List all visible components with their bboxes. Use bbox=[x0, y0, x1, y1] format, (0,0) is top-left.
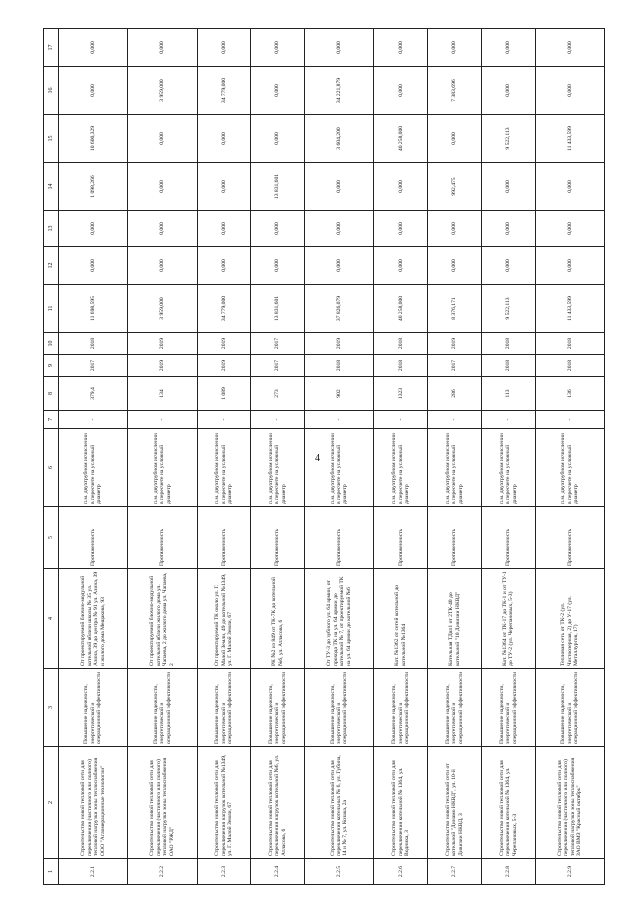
col-header: 13 bbox=[44, 211, 59, 247]
table-cell-col-11: 34 779,000 bbox=[197, 285, 251, 333]
table-cell-col-14: 0,000 bbox=[535, 163, 604, 211]
col-header: 11 bbox=[44, 285, 59, 333]
table-cell-col-3: Повышение надежности, энергетической и операционной эффективности bbox=[305, 669, 374, 747]
table-cell-col-7: - bbox=[305, 411, 374, 429]
col-header: 1 bbox=[44, 859, 59, 885]
investment-table bbox=[43, 28, 605, 885]
table-cell-col-13: 0,000 bbox=[59, 211, 128, 247]
table-cell-col-15: 0,000 bbox=[428, 115, 482, 163]
table-cell-col-10: 2019 bbox=[128, 333, 197, 355]
table-row bbox=[374, 29, 428, 885]
table-cell-col-3: Повышение надежности, энергетической и операционной эффективности bbox=[535, 669, 604, 747]
table-cell-col-14: 992,475 bbox=[428, 163, 482, 211]
table-cell-col-9: 2018 bbox=[374, 355, 428, 377]
table-cell-col-3: Повышение надежности, энергетической и операционной эффективности bbox=[251, 669, 305, 747]
table-cell-col-14: 13 831,601 bbox=[251, 163, 305, 211]
table-cell-col-2: Строительство новой тепловой сети от котельной "Динамо НКВД", ул. 10-й Дивизии НКВД, 3 bbox=[428, 747, 482, 859]
col-header: 14 bbox=[44, 163, 59, 211]
table-cell-col-5: Протяженность bbox=[428, 507, 482, 569]
table-cell-col-15: 0,000 bbox=[128, 115, 197, 163]
table-cell-col-16: 7 383,696 bbox=[428, 67, 482, 115]
table-cell-col-12: 0,000 bbox=[535, 247, 604, 285]
table-cell-col-1: 2.2.3 bbox=[197, 859, 251, 885]
table-cell-col-12: 0,000 bbox=[481, 247, 535, 285]
col-header: 7 bbox=[44, 411, 59, 429]
table-cell-col-10: 2019 bbox=[197, 333, 251, 355]
table-cell-col-7: - bbox=[481, 411, 535, 429]
table-cell-col-15: 0,000 bbox=[251, 115, 305, 163]
table-cell-col-4: Кот. №1364 от ТК-17 до ТК-1 и от ТУ-1 до ТУ-2 (ул. Черепановых, 5-3) bbox=[481, 569, 535, 669]
table-cell-col-15: 11 433,599 bbox=[535, 115, 604, 163]
col-header: 6 bbox=[44, 429, 59, 507]
table-cell-col-3: Повышение надежности, энергетической и операционной эффективности bbox=[428, 669, 482, 747]
table-cell-col-8: 136 bbox=[535, 377, 604, 411]
table-cell-col-16: 0,000 bbox=[59, 67, 128, 115]
table-cell-col-6: п.м. двухтрубном исчислении в пересчете на условный диаметр bbox=[305, 429, 374, 507]
table-cell-col-12: 0,000 bbox=[197, 247, 251, 285]
table-cell-col-13: 0,000 bbox=[428, 211, 482, 247]
table-cell-col-13: 0,000 bbox=[197, 211, 251, 247]
table-cell-col-17: 0,000 bbox=[251, 29, 305, 67]
table-cell-col-4: Кот. №1362 от сетей котельной до котельной №1364 bbox=[374, 569, 428, 669]
table-cell-col-2: Строительство новой тепловой сети для переключения (частичного или полного) тепловой нагрузки зоны теплоснабжения ЗАО ВМЗ "Красный октябрь" bbox=[535, 747, 604, 859]
table-cell-col-9: 2017 bbox=[251, 355, 305, 377]
col-header: 12 bbox=[44, 247, 59, 285]
page-number: 4 bbox=[315, 453, 320, 464]
col-header: 15 bbox=[44, 115, 59, 163]
table-cell-col-1: 2.2.2 bbox=[128, 859, 197, 885]
table-cell-col-6: п.м. двухтрубном исчислении в пересчете на условный диаметр bbox=[197, 429, 251, 507]
table-cell-col-4: РК №2 из 849 от ТК-7К до котельной №6, ул. Атласова, 6 bbox=[251, 569, 305, 669]
col-header: 3 bbox=[44, 669, 59, 747]
column-number-row bbox=[44, 29, 59, 885]
table-cell-col-8: 902 bbox=[305, 377, 374, 411]
table-cell-col-11: 8 376,171 bbox=[428, 285, 482, 333]
table-cell-col-7: - bbox=[251, 411, 305, 429]
table-cell-col-8: 273 bbox=[251, 377, 305, 411]
table-cell-col-8: 113 bbox=[481, 377, 535, 411]
table-cell-col-11: 11 698,595 bbox=[59, 285, 128, 333]
table-cell-col-9: 2017 bbox=[59, 355, 128, 377]
table-cell-col-12: 0,000 bbox=[428, 247, 482, 285]
table-cell-col-10: 2018 bbox=[59, 333, 128, 355]
table-cell-col-15: 9 522,113 bbox=[481, 115, 535, 163]
table-cell-col-7: - bbox=[128, 411, 197, 429]
table-cell-col-16: 0,000 bbox=[251, 67, 305, 115]
table-cell-col-13: 0,000 bbox=[481, 211, 535, 247]
col-header: 4 bbox=[44, 569, 59, 669]
table-row bbox=[535, 29, 604, 885]
table-cell-col-7: - bbox=[428, 411, 482, 429]
table-cell-col-6: п.м. двухтрубном исчислении в пересчете на условный диаметр bbox=[481, 429, 535, 507]
table-cell-col-13: 0,000 bbox=[305, 211, 374, 247]
table-cell-col-6: п.м. двухтрубном исчислении в пересчете на условный диаметр bbox=[128, 429, 197, 507]
table-cell-col-3: Повышение надежности, энергетической и операционной эффективности bbox=[59, 669, 128, 747]
table-cell-col-5: Протяженность bbox=[374, 507, 428, 569]
table-cell-col-1: 2.2.6 bbox=[374, 859, 428, 885]
table-cell-col-8: 286 bbox=[428, 377, 482, 411]
table-cell-col-16: 0,000 bbox=[374, 67, 428, 115]
table-cell-col-6: п.м. двухтрубном исчислении в пересчете на условный диаметр bbox=[59, 429, 128, 507]
table-cell-col-12: 0,000 bbox=[305, 247, 374, 285]
table-cell-col-17: 0,000 bbox=[535, 29, 604, 67]
table-cell-col-7: - bbox=[535, 411, 604, 429]
table-cell-col-3: Повышение надежности, энергетической и операционной эффективности bbox=[374, 669, 428, 747]
table-cell-col-1: 2.2.4 bbox=[251, 859, 305, 885]
table-cell-col-16: 34 221,879 bbox=[305, 67, 374, 115]
table-cell-col-13: 0,000 bbox=[128, 211, 197, 247]
table-cell-col-11: 9 522,113 bbox=[481, 285, 535, 333]
table-cell-col-10: 2019 bbox=[305, 333, 374, 355]
table-cell-col-11: 3 959,000 bbox=[128, 285, 197, 333]
table-cell-col-15: 10 600,329 bbox=[59, 115, 128, 163]
table-cell-col-14: 0,000 bbox=[197, 163, 251, 211]
table-cell-col-4: От проектируемой блочно-модульной котельной вблизи жилого дома ул. Чапаева, 2 до жилого дома ул. Чапаева, 2 bbox=[128, 569, 197, 669]
table-cell-col-13: 0,000 bbox=[374, 211, 428, 247]
table-cell-col-4: От ТУ-3 до зубного ул. 64 армии, от прохода ТК на ул. 64 армии до котельной № 7, от проектируемой ТК на ул. 64 армии до котельной №6 bbox=[305, 569, 374, 669]
table-row bbox=[128, 29, 197, 885]
rotated-table-container bbox=[43, 41, 605, 885]
table-cell-col-14: 0,000 bbox=[374, 163, 428, 211]
table-row bbox=[305, 29, 374, 885]
table-cell-col-3: Повышение надежности, энергетической и операционной эффективности bbox=[128, 669, 197, 747]
table-cell-col-12: 0,000 bbox=[374, 247, 428, 285]
table-cell-col-17: 0,000 bbox=[197, 29, 251, 67]
table-cell-col-5: Протяженность bbox=[128, 507, 197, 569]
table-cell-col-13: 0,000 bbox=[251, 211, 305, 247]
table-cell-col-17: 0,000 bbox=[374, 29, 428, 67]
table-cell-col-11: 37 826,079 bbox=[305, 285, 374, 333]
table-cell-col-7: - bbox=[374, 411, 428, 429]
table-cell-col-5: Протяженность bbox=[197, 507, 251, 569]
table-cell-col-9: 2019 bbox=[128, 355, 197, 377]
table-row bbox=[197, 29, 251, 885]
table-cell-col-6: п.м. двухтрубном исчислении в пересчете на условный диаметр bbox=[535, 429, 604, 507]
col-header: 5 bbox=[44, 507, 59, 569]
table-cell-col-3: Повышение надежности, энергетической и операционной эффективности bbox=[481, 669, 535, 747]
col-header: 2 bbox=[44, 747, 59, 859]
table-cell-col-6: п.м. двухтрубном исчислении в пересчете на условный диаметр bbox=[374, 429, 428, 507]
table-cell-col-12: 0,000 bbox=[59, 247, 128, 285]
col-header: 16 bbox=[44, 67, 59, 115]
table-cell-col-14: 1 098,266 bbox=[59, 163, 128, 211]
table-cell-col-7: - bbox=[59, 411, 128, 429]
table-cell-col-2: Строительство новой тепловой сети для переключения котельных № 6, ул. Губина, 14 и № 7, ул. Козака, 2а bbox=[305, 747, 374, 859]
table-cell-col-15: 3 604,200 bbox=[305, 115, 374, 163]
col-header: 9 bbox=[44, 355, 59, 377]
table-cell-col-2: Строительство новой тепловой сети для переключения (частичного или полного) тепловой нагрузки зоны теплоснабжения ОАО "РЖД" bbox=[128, 747, 197, 859]
table-cell-col-7: - bbox=[197, 411, 251, 429]
table-cell-col-10: 2019 bbox=[428, 333, 482, 355]
table-cell-col-9: 2017 bbox=[428, 355, 482, 377]
table-cell-col-4: От проектируемой блочно-модульной котельной вблизи школы № 35 ул. Азина, 39 до центра № 91 ул. Азина, 39 и жилого дома Мещакова, 93 bbox=[59, 569, 128, 669]
table-row bbox=[481, 29, 535, 885]
table-cell-col-11: 11 433,599 bbox=[535, 285, 604, 333]
table-cell-col-4: От проектируемой ТК около ул. Г. Малой Земли, 49 до котельной №1349, ул. Г. Малой Земли, 67 bbox=[197, 569, 251, 669]
table-cell-col-17: 0,000 bbox=[305, 29, 374, 67]
table-cell-col-8: 1 089 bbox=[197, 377, 251, 411]
table-cell-col-5: Протяженность bbox=[251, 507, 305, 569]
table-cell-col-5: Протяженность bbox=[305, 507, 374, 569]
table-cell-col-12: 0,000 bbox=[251, 247, 305, 285]
table-cell-col-16: 0,000 bbox=[535, 67, 604, 115]
table-cell-col-9: 2018 bbox=[481, 355, 535, 377]
table-cell-col-1: 2.2.1 bbox=[59, 859, 128, 885]
table-cell-col-14: 0,000 bbox=[481, 163, 535, 211]
table-row bbox=[251, 29, 305, 885]
col-header: 17 bbox=[44, 29, 59, 67]
table-cell-col-15: 40 258,000 bbox=[374, 115, 428, 163]
table-cell-col-6: п.м. двухтрубном исчислении в пересчете на условный диаметр bbox=[428, 429, 482, 507]
table-cell-col-16: 3 959,000 bbox=[128, 67, 197, 115]
table-cell-col-10: 2018 bbox=[535, 333, 604, 355]
table-cell-col-16: 0,000 bbox=[481, 67, 535, 115]
col-header: 10 bbox=[44, 333, 59, 355]
table-cell-col-10: 2017 bbox=[251, 333, 305, 355]
table-cell-col-14: 0,000 bbox=[305, 163, 374, 211]
table-cell-col-9: 2018 bbox=[535, 355, 604, 377]
table-row bbox=[428, 29, 482, 885]
table-cell-col-2: Строительство новой тепловой сети для переключения нагрузок котельной №6, ул. Атласова, 6 bbox=[251, 747, 305, 859]
table-cell-col-9: 2018 bbox=[305, 355, 374, 377]
table-cell-col-2: Строительство новой тепловой сети для переключения котельной № 1364, ул. Черепановых, 5-3 bbox=[481, 747, 535, 859]
table-cell-col-3: Повышение надежности, энергетической и операционной эффективности bbox=[197, 669, 251, 747]
table-cell-col-1: 2.2.9 bbox=[535, 859, 604, 885]
table-cell-col-10: 2018 bbox=[481, 333, 535, 355]
table-cell-col-17: 0,000 bbox=[128, 29, 197, 67]
table-cell-col-14: 0,000 bbox=[128, 163, 197, 211]
col-header: 8 bbox=[44, 377, 59, 411]
table-cell-col-2: Строительство новой тепловой сети для переключения нагрузок котельной №1349, ул. Г. Малой Земли, 67 bbox=[197, 747, 251, 859]
table-cell-col-11: 13 831,601 bbox=[251, 285, 305, 333]
table-cell-col-17: 0,000 bbox=[428, 29, 482, 67]
table-cell-col-1: 2.2.8 bbox=[481, 859, 535, 885]
table-cell-col-8: 1323 bbox=[374, 377, 428, 411]
table-cell-col-5: Протяженность bbox=[535, 507, 604, 569]
table-cell-col-9: 2019 bbox=[197, 355, 251, 377]
table-cell-col-12: 0,000 bbox=[128, 247, 197, 285]
table-cell-col-1: 2.2.5 bbox=[305, 859, 374, 885]
table-cell-col-2: Строительство новой тепловой сети для переключения котельной № 1364, ул. Водника, 3 bbox=[374, 747, 428, 859]
table-cell-col-11: 40 258,000 bbox=[374, 285, 428, 333]
table-cell-col-17: 0,000 bbox=[481, 29, 535, 67]
table-cell-col-4: Тепловая сеть от ТК-2 (ул. Чистоозерная, 2) до У-17 (ул. Металлургов, 17) bbox=[535, 569, 604, 669]
table-cell-col-2: Строительство новой тепловой сети для переключения (частичного или полного) тепловой нагрузки зоны теплоснабжения ООО "Агломерационные технологии" bbox=[59, 747, 128, 859]
table-cell-col-1: 2.2.7 bbox=[428, 859, 482, 885]
table-cell-col-8: 379,4 bbox=[59, 377, 128, 411]
table-cell-col-8: 134 bbox=[128, 377, 197, 411]
table-cell-col-17: 0,000 bbox=[59, 29, 128, 67]
table-cell-col-5: Протяженность bbox=[481, 507, 535, 569]
table-cell-col-6: п.м. двухтрубном исчислении в пересчете на условный диаметр bbox=[251, 429, 305, 507]
table-cell-col-4: Котельная ТДвп1 от 2ТК-40 до котельной "10 Дивизии НКВД" bbox=[428, 569, 482, 669]
table-cell-col-15: 0,000 bbox=[197, 115, 251, 163]
table-cell-col-5: Протяженность bbox=[59, 507, 128, 569]
table-row bbox=[59, 29, 128, 885]
table-cell-col-13: 0,000 bbox=[535, 211, 604, 247]
table-cell-col-16: 34 779,000 bbox=[197, 67, 251, 115]
table-cell-col-10: 2018 bbox=[374, 333, 428, 355]
